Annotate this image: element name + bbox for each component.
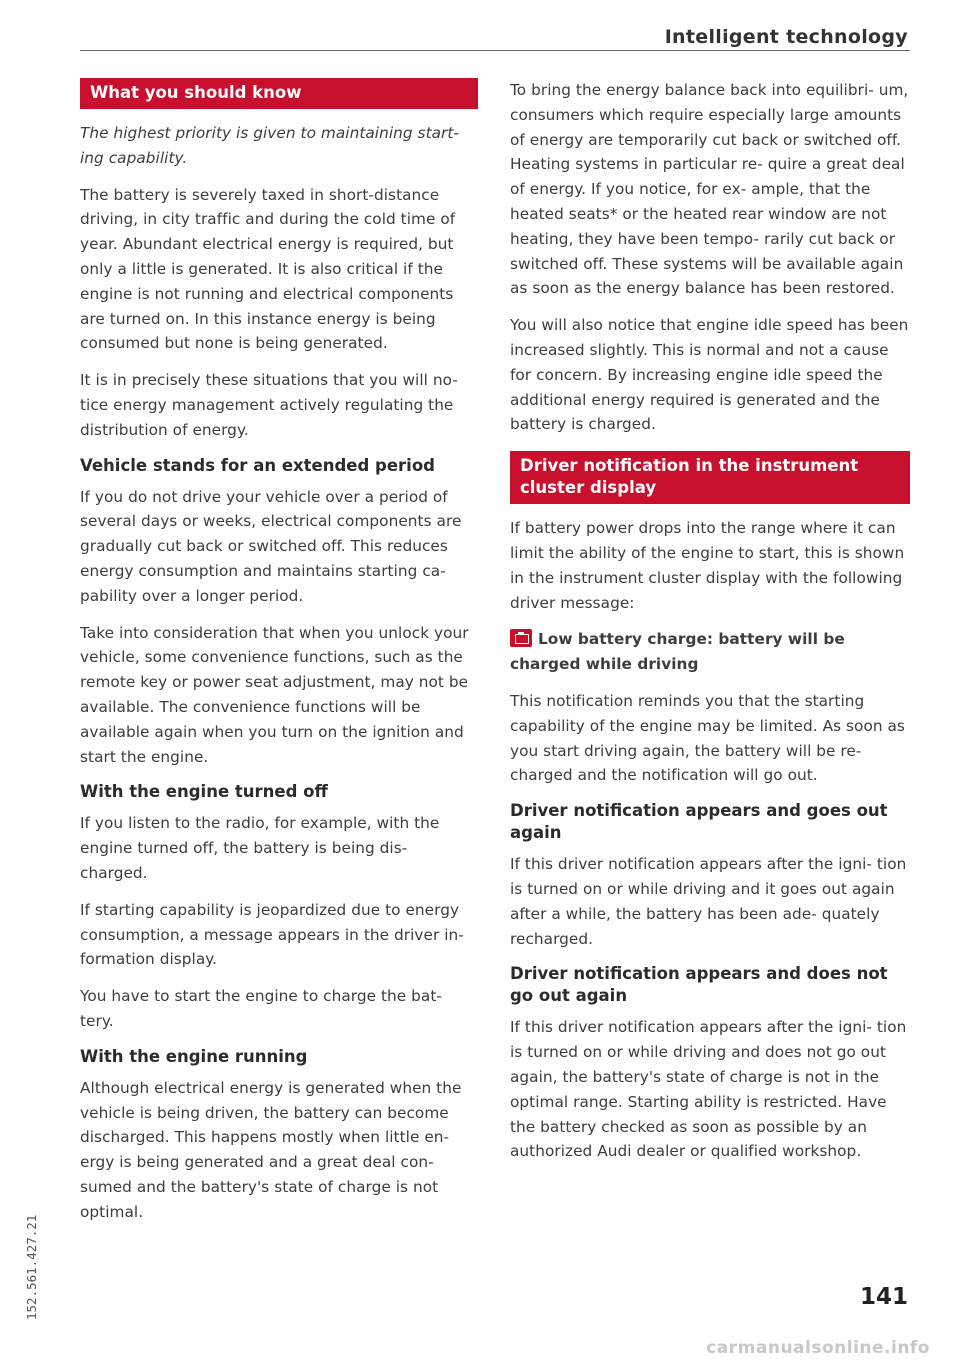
page-number: 141 bbox=[859, 1284, 908, 1310]
paragraph: If you do not drive your vehicle over a period of several days or weeks, electrical components are gradually cut back or switched off. This reduces energy consumption and maintains starting ca- pability over a longer period. bbox=[80, 487, 462, 605]
driver-message bbox=[510, 627, 910, 677]
header-divider bbox=[80, 50, 910, 51]
paragraph: This notification reminds you that the starting capability of the engine may be limited. As soon as you start driving again, the battery will be re- charged and the notification will go out. bbox=[510, 691, 905, 785]
right-column bbox=[510, 78, 910, 1176]
paragraph: If you listen to the radio, for example, with the engine turned off, the battery is being dis- charged. bbox=[80, 814, 440, 882]
section-title-what-you-should-know: What you should know bbox=[80, 78, 478, 109]
paragraph: To bring the energy balance back into equilibri- um, consumers which require especially large amounts of energy are temporarily cut back or switched off. Heating systems in particular re- quire a great deal of energy. If you notice, for ex- ample, that the heated seats* or the heated rear window are not heating, they have been tempo- rarily cut back or switched off. These systems will be available again as soon as the energy balance has been restored. bbox=[510, 81, 909, 298]
paragraph: The battery is severely taxed in short-distance driving, in city traffic and during the cold time of year. Abundant electrical energy is required, but only a little is generated. It is also critical if the engine is not running and electrical components are turned on. In this instance energy is being consumed but none is being generated. bbox=[80, 185, 456, 353]
battery-warning-icon bbox=[510, 629, 532, 647]
subheading-extended-period: Vehicle stands for an extended period bbox=[80, 455, 435, 475]
document-code: 152.561.427.21 bbox=[24, 1214, 39, 1320]
page-header-title: Intelligent technology bbox=[664, 26, 908, 48]
paragraph: It is in precisely these situations that you will no- tice energy management actively regulating the distribution of energy. bbox=[80, 371, 458, 439]
driver-message-text: Low battery charge: battery will be charged while driving bbox=[510, 630, 845, 674]
subheading-appears-goes-out: Driver notification appears and goes out again bbox=[510, 801, 888, 843]
paragraph: If this driver notification appears after the igni- tion is turned on or while driving and it goes out again after a while, the battery has been ade- quately recharged. bbox=[510, 855, 907, 948]
left-column bbox=[80, 78, 478, 1236]
paragraph: If battery power drops into the range where it can limit the ability of the engine to start, this is shown in the instrument cluster display with the following driver message: bbox=[510, 519, 905, 612]
paragraph: Although electrical energy is generated when the vehicle is being driven, the battery can become discharged. This happens mostly when little en- ergy is being generated and a great deal con- sumed and the battery's state of charge is not optimal. bbox=[80, 1078, 462, 1221]
intro-paragraph: The highest priority is given to maintaining start- ing capability. bbox=[80, 124, 459, 167]
subheading-engine-running: With the engine running bbox=[80, 1046, 308, 1066]
section-title-driver-notification: Driver notification in the instrument cluster display bbox=[510, 451, 910, 504]
paragraph: Take into consideration that when you unlock your vehicle, some convenience functions, such as the remote key or power seat adjustment, may not be available. The convenience functions will be available again when you turn on the ignition and start the engine. bbox=[80, 623, 469, 766]
subheading-engine-off: With the engine turned off bbox=[80, 782, 328, 802]
paragraph: You have to start the engine to charge the bat- tery. bbox=[80, 987, 442, 1030]
paragraph: If starting capability is jeopardized due to energy consumption, a message appears in the driver in- formation display. bbox=[80, 900, 464, 969]
subheading-appears-not-out: Driver notification appears and does not go out again bbox=[510, 964, 888, 1006]
watermark: carmanualsonline.info bbox=[706, 1338, 930, 1358]
paragraph: If this driver notification appears after the igni- tion is turned on or while driving and does not go out again, the battery's state of charge is not in the optimal range. Starting ability is restricted. Have the battery checked as soon as possible by an authorized Audi dealer or qualified workshop. bbox=[510, 1018, 907, 1161]
paragraph: You will also notice that engine idle speed has been increased slightly. This is normal and not a cause for concern. By increasing engine idle speed the additional energy required is generated and the battery is charged. bbox=[510, 316, 909, 434]
